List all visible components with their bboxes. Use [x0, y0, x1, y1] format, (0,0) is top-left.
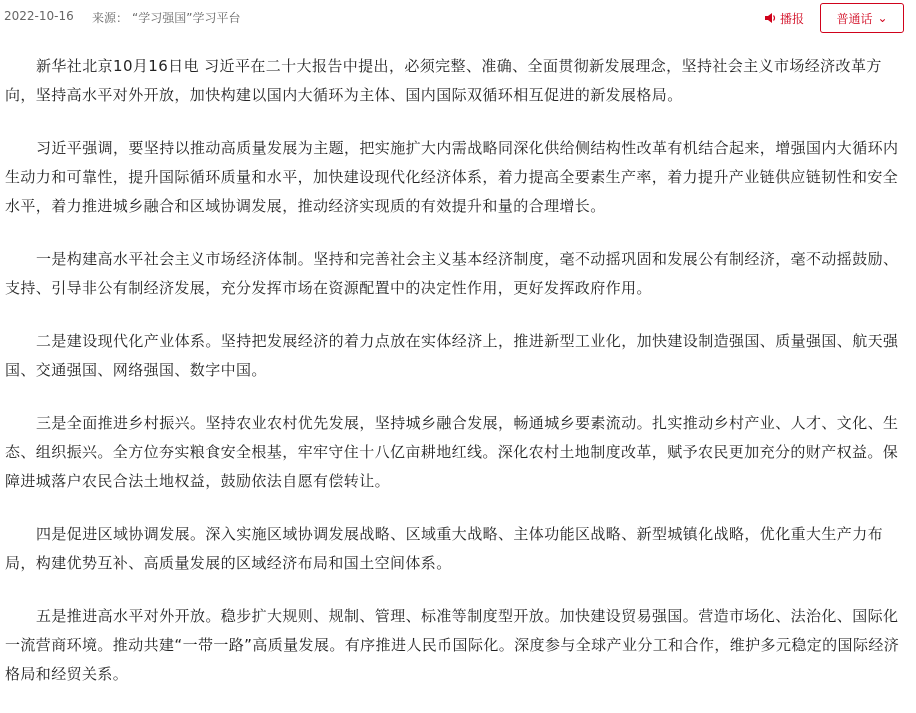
broadcast-button[interactable] — [764, 9, 804, 27]
mandarin-voice-select[interactable] — [820, 3, 904, 33]
article-body — [5, 52, 911, 713]
article-paragraph-3: 一是构建高水平社会主义市场经济体制。坚持和完善社会主义基本经济制度，毫不动摇巩固和发展公有制经济，毫不动摇鼓励、支持、引导非公有制经济发展，充分发挥市场在资源配置中的决定性作用，更好发挥政府作用。 — [5, 250, 899, 297]
publish-date: 2022-10-16 — [4, 9, 74, 23]
article-paragraph-2: 习近平强调，要坚持以推动高质量发展为主题，把实施扩大内需战略同深化供给侧结构性改革有机结合起来，增强国内大循环内生动力和可靠性，提升国际循环质量和水平，加快建设现代化经济体系，着力提高全要素生产率，着力提升产业链供应链韧性和安全水平，着力推进城乡融合和区域协调发展，推动经济实现质的有效提升和量的合理增长。 — [5, 139, 899, 215]
source-info — [92, 9, 240, 26]
chevron-down-icon: ⌄ — [877, 11, 888, 25]
source-value: “学习强国”学习平台 — [132, 11, 241, 25]
mandarin-label: 普通话 — [836, 11, 873, 26]
article-meta-bar — [0, 0, 916, 36]
speaker-icon — [764, 12, 776, 24]
article-paragraph-6: 四是促进区域协调发展。深入实施区域协调发展战略、区域重大战略、主体功能区战略、新型城镇化战略，优化重大生产力布局，构建优势互补、高质量发展的区域经济布局和国土空间体系。 — [5, 525, 884, 572]
article-paragraph-5: 三是全面推进乡村振兴。坚持农业农村优先发展，坚持城乡融合发展，畅通城乡要素流动。扎实推动乡村产业、人才、文化、生态、组织振兴。全方位夯实粮食安全根基，牢牢守住十八亿亩耕地红线。深化农村土地制度改革，赋予农民更加充分的财产权益。保障进城落户农民合法土地权益，鼓励依法自愿有偿转让。 — [5, 414, 899, 490]
article-paragraph-1: 新华社北京10月16日电 习近平在二十大报告中提出，必须完整、准确、全面贯彻新发展理念，坚持社会主义市场经济改革方向，坚持高水平对外开放，加快构建以国内大循环为主体、国内国际双循环相互促进的新发展格局。 — [5, 57, 882, 104]
source-label: 来源： — [92, 11, 129, 25]
article-paragraph-4: 二是建设现代化产业体系。坚持把发展经济的着力点放在实体经济上，推进新型工业化，加快建设制造强国、质量强国、航天强国、交通强国、网络强国、数字中国。 — [5, 332, 899, 379]
broadcast-label: 播报 — [780, 11, 805, 26]
article-paragraph-7: 五是推进高水平对外开放。稳步扩大规则、规制、管理、标准等制度型开放。加快建设贸易强国。营造市场化、法治化、国际化一流营商环境。推动共建“一带一路”高质量发展。有序推进人民币国际化。深度参与全球产业分工和合作，维护多元稳定的国际经济格局和经贸关系。 — [5, 607, 900, 683]
